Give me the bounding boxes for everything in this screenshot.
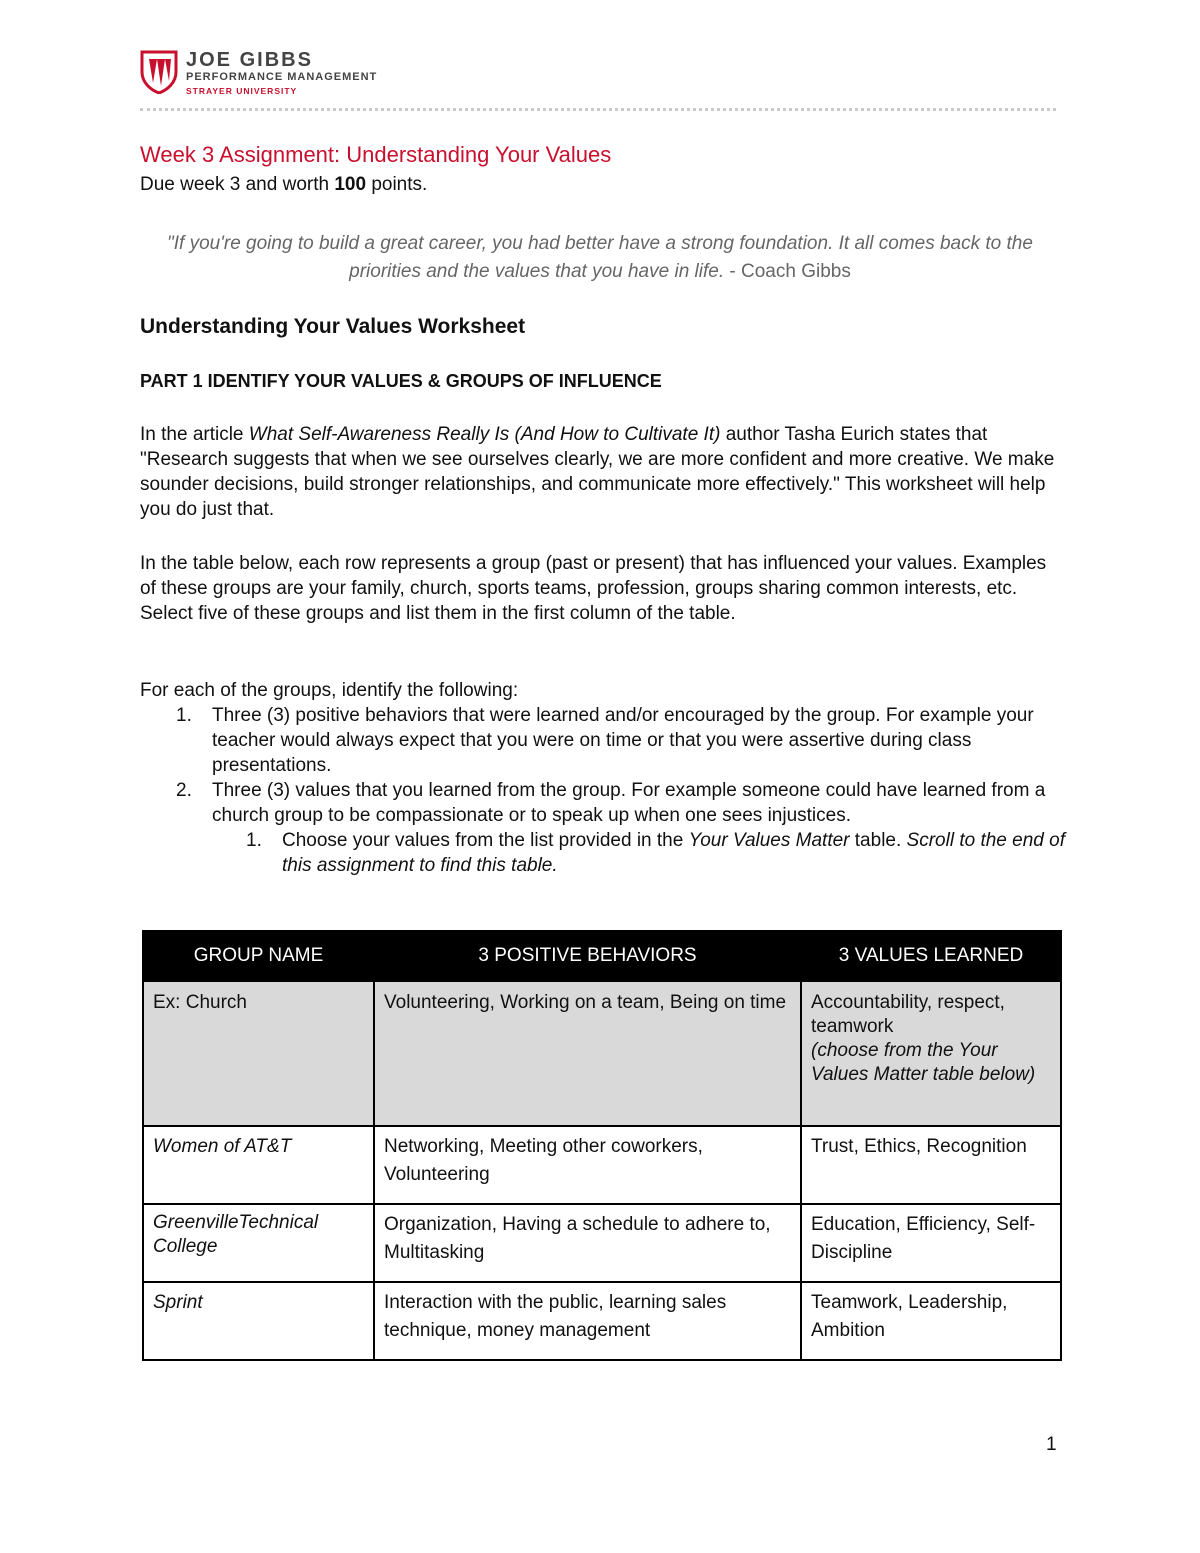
header-group-name: GROUP NAME xyxy=(143,931,374,981)
table-row xyxy=(143,1126,1061,1204)
brand-name: JOE GIBBS xyxy=(186,49,313,71)
header-divider xyxy=(140,108,1056,111)
brand-subtitle: PERFORMANCE MANAGEMENT xyxy=(186,71,378,83)
group-cell[interactable]: Women of AT&T xyxy=(143,1126,374,1204)
example-row xyxy=(143,981,1061,1126)
example-behaviors: Volunteering, Working on a team, Being on time xyxy=(374,981,801,1126)
table-header-row xyxy=(143,931,1061,981)
example-values: Accountability, respect, teamwork (choose from the Your Values Matter table below) xyxy=(801,981,1061,1126)
page-number: 1 xyxy=(1046,1434,1057,1455)
due-line: Due week 3 and worth 100 points. xyxy=(140,174,428,195)
list-item: 1. Three (3) positive behaviors that were learned and/or encouraged by the group. For example your teacher would always expect that you were on time or that you were assertive during class presentations. xyxy=(176,705,1034,776)
table-instructions-paragraph: In the table below, each row represents a group (past or present) that has influenced your values. Examples of these groups are your family, church, sports teams, profession, groups sharing common interests, etc. Select five of these groups and list them in the first column of the table. xyxy=(140,553,1047,624)
assignment-title: Week 3 Assignment: Understanding Your Values xyxy=(140,142,612,167)
instruction-list xyxy=(140,703,1065,878)
values-table xyxy=(142,930,1062,1361)
list-item: 2. Three (3) values that you learned from the group. For example someone could have learned from a church group to be compassionate or to speak up when one sees injustices. xyxy=(176,780,1046,826)
sub-list-item: 1. Choose your values from the list provided in the Your Values Matter table. Scroll to the end of this assignment to find this table. xyxy=(246,830,1065,876)
coach-quote: "If you're going to build a great career, you had better have a strong foundation. It all comes back to the priorities and the values that you have in life. - Coach Gibbs xyxy=(167,233,1033,282)
table-row xyxy=(143,1282,1061,1360)
values-cell[interactable]: Trust, Ethics, Recognition xyxy=(801,1126,1061,1204)
worksheet-heading: Understanding Your Values Worksheet xyxy=(140,315,526,338)
behaviors-cell[interactable]: Interaction with the public, learning sales technique, money management xyxy=(374,1282,801,1360)
behaviors-cell[interactable]: Organization, Having a schedule to adhere to, Multitasking xyxy=(374,1204,801,1282)
table-row xyxy=(143,1204,1061,1282)
header-values-learned: 3 VALUES LEARNED xyxy=(801,931,1061,981)
example-group: Ex: Church xyxy=(143,981,374,1126)
strayer-shield-logo xyxy=(140,50,178,94)
group-cell[interactable]: Sprint xyxy=(143,1282,374,1360)
header-positive-behaviors: 3 POSITIVE BEHAVIORS xyxy=(374,931,801,981)
behaviors-cell[interactable]: Networking, Meeting other coworkers, Volunteering xyxy=(374,1126,801,1204)
values-cell[interactable]: Teamwork, Leadership, Ambition xyxy=(801,1282,1061,1360)
values-cell[interactable]: Education, Efficiency, Self-Discipline xyxy=(801,1204,1061,1282)
intro-paragraph: In the article What Self-Awareness Really Is (And How to Cultivate It) author Tasha Eurich states that "Research suggests that when we see ourselves clearly, we are more confident and more creative. We make sounder decisions, build stronger relationships, and communicate more effectively." This worksheet will help you do just that. xyxy=(140,424,1055,520)
groups-lead-in: For each of the groups, identify the following: xyxy=(140,680,519,701)
part1-heading: PART 1 IDENTIFY YOUR VALUES & GROUPS OF INFLUENCE xyxy=(140,371,662,391)
brand-university: STRAYER UNIVERSITY xyxy=(186,86,298,96)
group-cell[interactable]: GreenvilleTechnical College xyxy=(143,1204,374,1282)
